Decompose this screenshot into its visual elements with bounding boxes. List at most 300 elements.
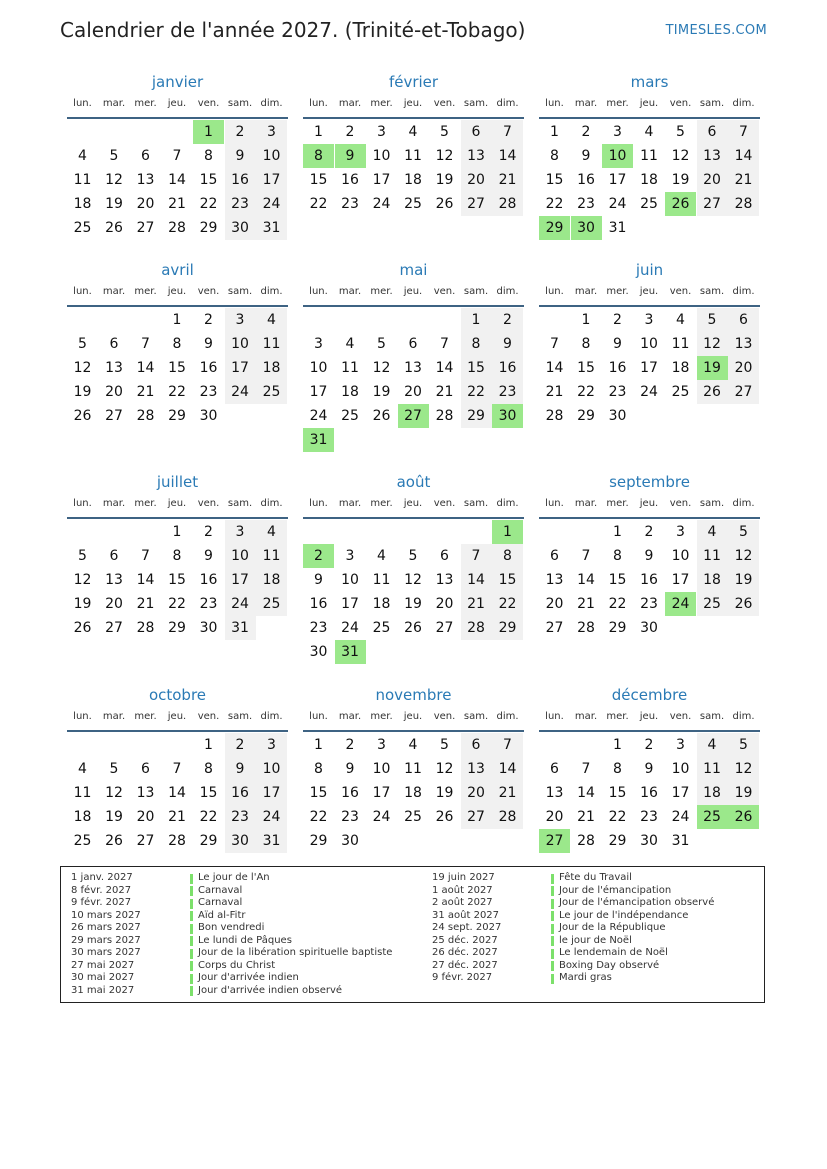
day-cell: 12 [404,572,422,588]
weekday-label: ven. [197,711,220,722]
legend-holiday-name: Bon vendredi [198,922,265,933]
day-cell: 25 [404,196,422,212]
day-cell: 2 [644,737,654,753]
legend-holiday-name: Carnaval [198,884,243,896]
day-cell: 26 [73,408,92,424]
legend-holiday-name: Le lundi de Pâques [198,934,292,946]
header-rule [539,305,760,307]
weekday-header [303,98,524,114]
day-cell: 4 [78,148,87,164]
day-cell: 4 [408,737,418,753]
day-cell: 8 [204,148,213,164]
weekday-header [303,286,524,302]
legend-marker [551,911,554,921]
day-cell: 4 [256,308,287,332]
day-cell: 23 [199,384,218,400]
day-cell: 15 [168,572,186,588]
legend-holiday-name: Aïd al-Fitr [198,909,246,921]
legend-marker [551,936,554,946]
weekday-label: mar. [102,498,126,509]
holiday-day-cell: 30 [492,404,523,428]
day-cell: 3 [377,737,386,753]
day-cell: 1 [581,312,591,328]
day-cell: 15 [608,572,627,588]
header-rule [67,117,288,119]
weekday-label: ven. [669,711,692,722]
day-cell: 14 [577,572,595,588]
day-cell: 30 [225,216,256,240]
day-cell: 20 [105,596,123,612]
day-cell: 17 [671,572,690,588]
day-cell: 26 [372,408,391,424]
day-cell: 28 [461,616,492,640]
holiday-day-cell: 27 [539,829,570,853]
day-cell: 4 [408,124,418,140]
header-rule [303,517,524,519]
day-cell: 13 [105,572,123,588]
day-cell: 5 [78,336,87,352]
day-cell: 30 [640,620,658,636]
day-cell: 20 [461,168,492,192]
day-cell: 16 [492,356,523,380]
day-cell: 20 [461,781,492,805]
day-cell: 21 [136,596,155,612]
day-cell: 1 [613,737,622,753]
day-cell: 5 [78,548,87,564]
day-cell: 17 [256,781,287,805]
day-cell: 9 [225,757,256,781]
weekday-label: mer. [134,286,157,297]
day-cell: 26 [404,620,422,636]
weekday-label: ven. [433,98,456,109]
weekday-label: ven. [433,711,456,722]
day-cell: 27 [136,833,155,849]
legend-marker [551,874,554,884]
day-cell: 16 [640,572,658,588]
legend-holiday-name: Fête du Travail [559,872,632,883]
day-cell: 4 [377,548,386,564]
day-cell: 23 [225,192,256,216]
day-cell: 26 [435,809,454,825]
holiday-day-cell: 26 [665,192,696,216]
day-cell: 23 [199,596,218,612]
weekday-label: dim. [260,98,283,109]
legend-marker [551,961,554,971]
weekday-label: jeu. [167,286,187,297]
day-cell: 24 [256,192,287,216]
day-cell: 20 [136,196,155,212]
day-cell: 9 [225,144,256,168]
day-cell: 17 [640,360,658,376]
day-cell: 25 [697,592,728,616]
day-cell: 13 [461,757,492,781]
weekday-label: lun. [309,98,328,109]
holiday-day-cell: 2 [303,544,334,568]
header-rule [303,305,524,307]
day-cell: 20 [728,356,759,380]
holiday-day-cell: 10 [602,144,633,168]
day-cell: 25 [73,220,92,236]
header-rule [67,517,288,519]
day-cell: 6 [550,761,559,777]
day-cell: 17 [256,168,287,192]
month-name: juin [635,261,664,279]
weekday-label: jeu. [639,98,659,109]
day-cell: 31 [225,616,256,640]
day-cell: 13 [136,785,155,801]
day-cell: 18 [73,196,92,212]
day-cell: 18 [697,568,728,592]
weekday-header [67,98,288,114]
weekday-label: ven. [433,286,456,297]
day-cell: 22 [309,809,328,825]
day-cell: 12 [73,360,92,376]
day-cell: 28 [136,408,155,424]
day-cell: 2 [581,124,591,140]
day-cell: 8 [314,761,323,777]
day-cell: 11 [404,761,422,777]
weekday-label: dim. [732,98,755,109]
legend-date: 31 mai 2027 [71,984,135,996]
day-cell: 12 [671,148,690,164]
day-cell: 17 [372,785,391,801]
day-cell: 18 [640,172,658,188]
day-cell: 24 [608,196,627,212]
day-cell: 21 [168,809,186,825]
day-cell: 3 [676,737,685,753]
day-cell: 9 [644,761,654,777]
weekday-label: mer. [370,286,393,297]
day-cell: 9 [613,336,622,352]
day-cell: 3 [225,308,256,332]
day-cell: 2 [225,120,256,144]
weekday-label: sam. [463,498,489,509]
day-cell: 15 [309,785,328,801]
day-cell: 9 [204,336,213,352]
day-cell: 30 [199,408,218,424]
legend-marker [551,924,554,934]
day-cell: 12 [105,785,123,801]
day-cell: 25 [73,833,92,849]
day-cell: 23 [225,805,256,829]
day-cell: 13 [545,785,564,801]
day-cell: 23 [640,809,658,825]
day-cell: 22 [608,809,627,825]
day-cell: 12 [697,332,728,356]
day-cell: 1 [314,737,323,753]
weekday-label: mer. [606,286,629,297]
weekday-header [303,711,524,727]
day-cell: 20 [136,809,155,825]
weekday-label: lun. [73,711,92,722]
weekday-label: mer. [134,711,157,722]
month-name: novembre [375,686,452,704]
day-cell: 19 [73,384,92,400]
day-cell: 24 [225,380,256,404]
weekday-header [539,711,760,727]
day-cell: 18 [256,356,287,380]
day-cell: 19 [372,384,391,400]
day-cell: 30 [608,408,627,424]
day-cell: 7 [550,336,559,352]
legend-holiday-name: Jour d'arrivée indien [198,972,299,983]
day-cell: 14 [545,360,564,376]
day-cell: 24 [640,384,658,400]
weekday-label: mer. [370,711,393,722]
month-name: septembre [609,473,690,491]
day-cell: 22 [461,380,492,404]
day-cell: 27 [461,192,492,216]
day-cell: 27 [461,805,492,829]
weekday-label: sam. [463,711,489,722]
legend-holiday-name: Mardi gras [559,972,612,983]
holiday-day-cell: 27 [398,404,429,428]
legend-date: 8 févr. 2027 [71,884,132,896]
weekday-label: jeu. [403,286,423,297]
weekday-label: sam. [227,498,253,509]
weekday-label: ven. [669,98,692,109]
day-cell: 8 [172,336,182,352]
day-cell: 16 [199,572,218,588]
day-cell: 17 [341,596,359,612]
day-cell: 6 [550,548,559,564]
day-cell: 14 [461,568,492,592]
holiday-day-cell: 19 [697,356,728,380]
day-cell: 19 [435,785,454,801]
day-cell: 22 [545,196,564,212]
day-cell: 12 [435,761,454,777]
day-cell: 10 [225,544,256,568]
weekday-label: dim. [260,498,283,509]
day-cell: 30 [199,620,218,636]
day-cell: 1 [314,124,323,140]
legend-date: 2 août 2027 [432,897,493,908]
weekday-label: lun. [309,498,328,509]
day-cell: 29 [168,408,186,424]
day-cell: 3 [314,336,323,352]
day-cell: 13 [136,172,155,188]
day-cell: 27 [105,408,123,424]
holiday-day-cell: 26 [728,805,759,829]
day-cell: 6 [728,308,759,332]
holiday-day-cell: 29 [539,216,570,240]
day-cell: 26 [73,620,92,636]
day-cell: 25 [671,384,690,400]
day-cell: 6 [141,148,150,164]
day-cell: 18 [697,781,728,805]
legend-marker [190,911,193,921]
day-cell: 13 [697,144,728,168]
day-cell: 9 [204,548,213,564]
legend-date: 27 mai 2027 [71,959,135,971]
day-cell: 31 [256,216,287,240]
day-cell: 8 [550,148,559,164]
day-cell: 8 [461,332,492,356]
day-cell: 10 [671,548,690,564]
legend-holiday-name: Jour d'arrivée indien observé [198,984,343,996]
day-cell: 6 [461,120,492,144]
legend-holiday-name: Boxing Day observé [559,959,660,971]
day-cell: 25 [256,380,287,404]
legend-holiday-name: Jour de l'émancipation [559,884,672,896]
weekday-header [67,711,288,727]
legend-date: 1 janv. 2027 [71,872,133,883]
day-cell: 7 [141,336,150,352]
day-cell: 23 [341,809,359,825]
day-cell: 2 [644,524,654,540]
weekday-header [539,286,760,302]
day-cell: 17 [225,356,256,380]
day-cell: 3 [613,124,622,140]
day-cell: 5 [408,548,418,564]
legend-date: 19 juin 2027 [432,872,495,883]
weekday-label: sam. [227,711,253,722]
brand-logo-text[interactable]: TIMESLES.COM [665,23,767,38]
weekday-label: dim. [496,98,519,109]
day-cell: 2 [345,124,355,140]
month-name: décembre [611,686,688,704]
day-cell: 10 [671,761,690,777]
weekday-label: mar. [102,286,126,297]
weekday-label: sam. [699,98,725,109]
weekday-label: sam. [463,286,489,297]
day-cell: 2 [204,312,213,328]
legend-holiday-name: Le jour de l'An [198,872,270,883]
day-cell: 7 [728,120,759,144]
day-cell: 14 [136,360,155,376]
day-cell: 18 [73,809,92,825]
legend-marker [190,949,193,959]
weekday-label: sam. [227,98,253,109]
day-cell: 29 [199,220,218,236]
weekday-label: jeu. [167,98,187,109]
day-cell: 15 [492,568,523,592]
day-cell: 7 [461,544,492,568]
holiday-day-cell: 8 [303,144,334,168]
day-cell: 13 [105,360,123,376]
month-name: février [388,73,439,91]
weekday-label: jeu. [167,498,187,509]
day-cell: 1 [204,737,213,753]
legend-marker [190,974,193,984]
weekday-label: dim. [260,286,283,297]
holiday-day-cell: 31 [335,640,366,664]
header-rule [303,117,524,119]
weekday-label: jeu. [167,711,187,722]
day-cell: 16 [577,172,595,188]
day-cell: 16 [341,785,359,801]
day-cell: 2 [345,737,355,753]
day-cell: 1 [172,312,182,328]
day-cell: 5 [676,124,685,140]
day-cell: 10 [256,144,287,168]
day-cell: 3 [256,733,287,757]
header-rule [539,517,760,519]
weekday-label: mar. [338,498,362,509]
day-cell: 15 [309,172,328,188]
day-cell: 15 [608,785,627,801]
day-cell: 20 [435,596,454,612]
day-cell: 15 [461,356,492,380]
day-cell: 17 [309,384,328,400]
day-cell: 31 [256,829,287,853]
day-cell: 19 [728,568,759,592]
legend-date: 30 mars 2027 [71,947,141,958]
day-cell: 12 [728,544,759,568]
day-cell: 10 [372,148,391,164]
day-cell: 22 [168,596,186,612]
day-cell: 7 [581,761,591,777]
weekday-label: mar. [338,98,362,109]
legend-marker [190,986,193,996]
day-cell: 16 [199,360,218,376]
day-cell: 24 [372,196,391,212]
day-cell: 3 [345,548,355,564]
day-cell: 30 [640,833,658,849]
legend-marker [190,886,193,896]
legend-marker [190,899,193,909]
day-cell: 30 [341,833,359,849]
weekday-label: ven. [669,286,692,297]
day-cell: 13 [404,360,422,376]
day-cell: 14 [168,785,186,801]
legend-marker [190,936,193,946]
day-cell: 8 [172,548,182,564]
day-cell: 25 [341,408,359,424]
weekday-label: ven. [197,498,220,509]
day-cell: 29 [309,833,328,849]
legend-date: 9 févr. 2027 [71,897,132,908]
legend-marker [551,974,554,984]
day-cell: 21 [728,168,759,192]
day-cell: 14 [168,172,186,188]
day-cell: 20 [545,596,564,612]
day-cell: 22 [608,596,627,612]
day-cell: 25 [256,592,287,616]
header-rule [539,117,760,119]
day-cell: 11 [404,148,422,164]
weekday-label: dim. [732,711,755,722]
weekday-label: mar. [102,711,126,722]
day-cell: 3 [256,120,287,144]
month-name: mai [399,261,428,279]
day-cell: 17 [225,568,256,592]
day-cell: 13 [728,332,759,356]
day-cell: 29 [577,408,595,424]
day-cell: 20 [105,384,123,400]
legend-date: 31 août 2027 [432,909,500,921]
legend-date: 10 mars 2027 [71,909,141,921]
day-cell: 22 [577,384,595,400]
weekday-label: dim. [496,498,519,509]
day-cell: 4 [697,733,728,757]
weekday-label: lun. [545,711,564,722]
weekday-label: sam. [699,286,725,297]
day-cell: 28 [577,833,595,849]
legend-marker [551,899,554,909]
day-cell: 27 [435,620,454,636]
page-title: Calendrier de l'année 2027. (Trinité-et-Tobago) [60,18,526,42]
day-cell: 19 [73,596,92,612]
day-cell: 10 [640,336,658,352]
day-cell: 22 [168,384,186,400]
day-cell: 15 [199,172,218,188]
day-cell: 1 [550,124,559,140]
day-cell: 6 [408,336,418,352]
day-cell: 11 [256,332,287,356]
day-cell: 10 [256,757,287,781]
legend-marker [190,924,193,934]
